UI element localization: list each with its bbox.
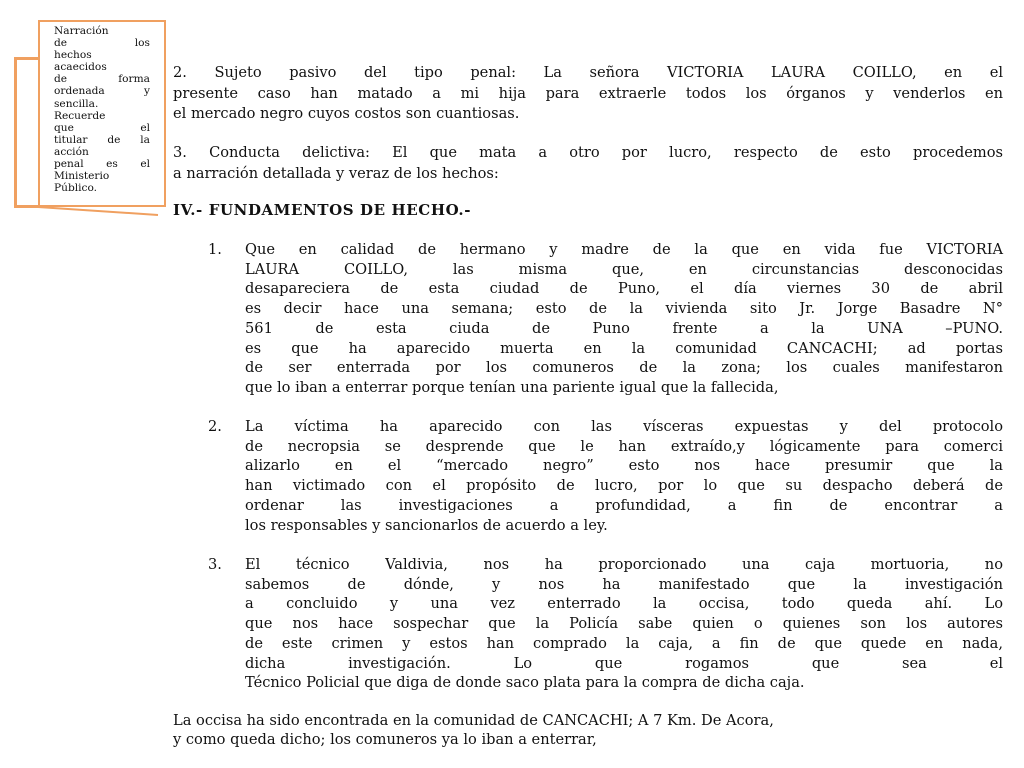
note-line: hechos (54, 49, 92, 62)
text-line: La occisa ha sido encontrada en la comunidad de CANCACHI; A 7 Km. De Acora, (173, 712, 774, 729)
text-line: Técnico Policial que diga de donde saco plata para la compra de dicha caja. (245, 674, 805, 692)
text-line: de necropsia se desprende que le han extraído,y lógicamente para comerci (245, 437, 1003, 455)
note-line: Ministerio (54, 170, 110, 183)
text-line: han victimado con el propósito de lucro, por lo que su despacho deberá de (245, 477, 1003, 495)
text-line: dicha investigación. Lo que rogamos que sea el (245, 654, 1003, 672)
paragraph-conducta-delictiva (173, 143, 1003, 184)
list-item-body (245, 555, 1003, 693)
list-item-body (245, 417, 1003, 535)
note-line: de los (54, 37, 150, 50)
section-heading: IV.- FUNDAMENTOS DE HECHO.- (173, 201, 472, 219)
text-line: de este crimen y estos han comprado la caja, a fin de que quede en nada, (245, 634, 1003, 652)
text-line: de ser enterrada por los comuneros de la zona; los cuales manifestaron (245, 359, 1003, 377)
text-line: los responsables y sancionarlos de acuerdo a ley. (245, 516, 608, 534)
text-line: ordenar las investigaciones a profundidad, a fin de encontrar a (245, 496, 1003, 514)
note-line: acción (54, 145, 89, 158)
list-item-number: 2. (208, 418, 222, 435)
text-line: que nos hace sospechar que la Policía sabe quien o quienes son los autores (245, 615, 1003, 633)
text-line: a concluido y una vez enterrado la occisa, todo queda ahí. Lo (245, 595, 1003, 613)
list-item-body (245, 240, 1003, 398)
note-line: de forma (54, 73, 150, 86)
text-line: El técnico Valdivia, nos ha proporcionado una caja mortuoria, no (245, 556, 1003, 573)
list-item-number: 1. (208, 241, 222, 258)
list-item-number: 3. (208, 556, 222, 573)
text-line: y como queda dicho; los comuneros ya lo iban a enterrar, (173, 731, 597, 748)
text-line: a narración detallada y veraz de los hechos: (173, 164, 499, 182)
text-line: La víctima ha aparecido con las vísceras expuestas y del protocolo (245, 418, 1003, 435)
note-line: titular de la (54, 133, 150, 146)
text-line: LAURA COILLO, las misma que, en circunstancias desconocidas (245, 260, 1003, 278)
text-line: el mercado negro cuyos costos son cuantiosas. (173, 105, 520, 122)
text-line: 3. Conducta delictiva: El que mata a otro por lucro, respecto de esto procedemos (173, 144, 1003, 161)
text-line: desapareciera de esta ciudad de Puno, el día viernes 30 de abril (245, 280, 1003, 298)
text-line: es decir hace una semana; esto de la vivienda sito Jr. Jorge Basadre N° (245, 300, 1003, 318)
text-line: es que ha aparecido muerta en la comunidad CANCACHI; ad portas (245, 339, 1003, 357)
text-line: alizarlo en el “mercado negro” esto nos hace presumir que la (245, 457, 1003, 475)
text-line: presente caso han matado a mi hija para extraerle todos los órganos y venderlos en (173, 84, 1003, 102)
note-line: ordenada y (54, 85, 150, 98)
text-line: 2. Sujeto pasivo del tipo penal: La señora VICTORIA LAURA COILLO, en el (173, 64, 1003, 81)
text-line: 561 de esta ciuda de Puno frente a la UNA –PUNO. (245, 319, 1003, 337)
text-line: Que en calidad de hermano y madre de la que en vida fue VICTORIA (245, 241, 1003, 258)
note-line: Narración (54, 25, 109, 37)
annotation-note (38, 20, 166, 207)
text-line: que lo iban a enterrar porque tenían una pariente igual que la fallecida, (245, 378, 779, 396)
note-line: que el (54, 121, 150, 134)
paragraph-closing (173, 711, 1003, 749)
note-line: acaecidos (54, 61, 107, 74)
text-line: sabemos de dónde, y nos ha manifestado que la investigación (245, 575, 1003, 593)
note-line: penal es el (54, 158, 150, 171)
note-line: Recuerde (54, 109, 106, 122)
paragraph-sujeto-pasivo (173, 63, 1003, 125)
note-line: Público. (54, 182, 98, 195)
note-line: sencilla. (54, 97, 99, 110)
